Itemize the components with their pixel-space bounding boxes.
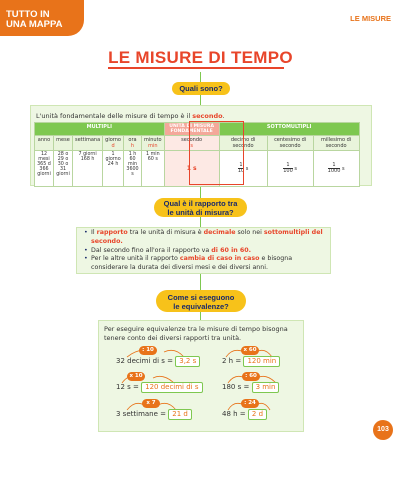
col-settimana: settimana xyxy=(73,136,103,151)
col-minuto: minuto min xyxy=(142,136,165,151)
cell-settimana: 7 giorni 168 h xyxy=(73,151,103,187)
intro-text: L'unità fondamentale delle misure di tempo è il secondo. xyxy=(36,112,225,120)
col-anno: anno xyxy=(35,136,54,151)
question-pill-2: Qual è il rapporto tra le unità di misura? xyxy=(154,198,247,217)
example-1: 32 decimi di s = 3,2 s xyxy=(116,356,200,367)
example-6: 48 h = 2 d xyxy=(222,409,267,420)
col-giorno: giorno d xyxy=(103,136,124,151)
rule-item: • Il rapporto tra le unità di misura è decimale solo nei sottomultipli del secondo. xyxy=(84,229,324,247)
operation-badge: : 10 xyxy=(139,346,157,355)
question-pill-3: Come si eseguono le equivalenze? xyxy=(156,290,246,312)
example-2: 2 h = 120 min xyxy=(222,356,280,367)
answer-box: 21 d xyxy=(168,409,192,420)
chapter-tab-line2: UNA MAPPA xyxy=(6,19,63,30)
operation-badge: x 10 xyxy=(127,372,145,381)
example-3: 12 s = 120 decimi di s xyxy=(116,382,203,393)
page-number: 103 xyxy=(373,420,393,440)
answer-box: 3 min xyxy=(252,382,280,393)
intro-highlight: secondo xyxy=(192,112,223,120)
answer-box: 120 decimi di s xyxy=(141,382,202,393)
col-millesimo: millesimo di secondo xyxy=(313,136,359,151)
operation-badge: x 60 xyxy=(241,346,259,355)
cell-giorno: 1 giorno 24 h xyxy=(103,151,124,187)
operation-badge: x 7 xyxy=(142,399,160,408)
rule-item: • Dal secondo fino all'ora il rapporto va di 60 in 60. xyxy=(84,247,324,256)
section-label: LE MISURE xyxy=(350,14,391,23)
col-mese: mese xyxy=(54,136,73,151)
example-5: 3 settimane = 21 d xyxy=(116,409,192,420)
answer-box: 120 min xyxy=(243,356,280,367)
answer-box: 2 d xyxy=(248,409,267,420)
cell-mese: 28 o 29 o 30 o 31 giorni xyxy=(54,151,73,187)
example-4: 180 s = 3 min xyxy=(222,382,279,393)
operation-badge: : 24 xyxy=(241,399,259,408)
cell-ora: 1 h 60 min 3600 s xyxy=(124,151,142,187)
col-secondo: secondo s xyxy=(164,136,219,151)
cell-decimo: $\frac{1}{10}$ s xyxy=(219,151,267,187)
col-centesimo: centesimo di secondo xyxy=(267,136,313,151)
chapter-tab-line1: TUTTO IN xyxy=(6,9,50,20)
group-base: UNITÀ DI MISURA FONDAMENTALE xyxy=(164,123,219,136)
cell-anno: 12 mesi 365 d 366 giorni xyxy=(35,151,54,187)
equivalences-intro: Per eseguire equivalenze tra le misure di tempo bisogna tenere conto dei diversi rapporti tra unità. xyxy=(104,325,288,342)
answer-box: 3,2 s xyxy=(175,356,200,367)
operation-badge: : 60 xyxy=(242,372,260,381)
rule-item: • Per le altre unità il rapporto cambia di caso in caso e bisogna considerare la durata dei diversi mesi e dei diversi anni. xyxy=(84,255,324,273)
col-ora: ora h xyxy=(124,136,142,151)
cell-millesimo: $\frac{1}{1000}$ s xyxy=(313,151,359,187)
cell-centesimo: $\frac{1}{100}$ s xyxy=(267,151,313,187)
group-multipli: MULTIPLI xyxy=(35,123,165,136)
cell-minuto: 1 min 60 s xyxy=(142,151,165,187)
base-unit-highlight xyxy=(189,121,244,185)
question-pill-1: Quali sono? xyxy=(172,82,230,95)
group-sottomultipli: SOTTOMULTIPLI xyxy=(219,123,359,136)
cell-secondo: 1 s xyxy=(164,151,219,187)
col-decimo: decimo di secondo xyxy=(219,136,267,151)
page-title: LE MISURE DI TEMPO xyxy=(108,48,293,67)
